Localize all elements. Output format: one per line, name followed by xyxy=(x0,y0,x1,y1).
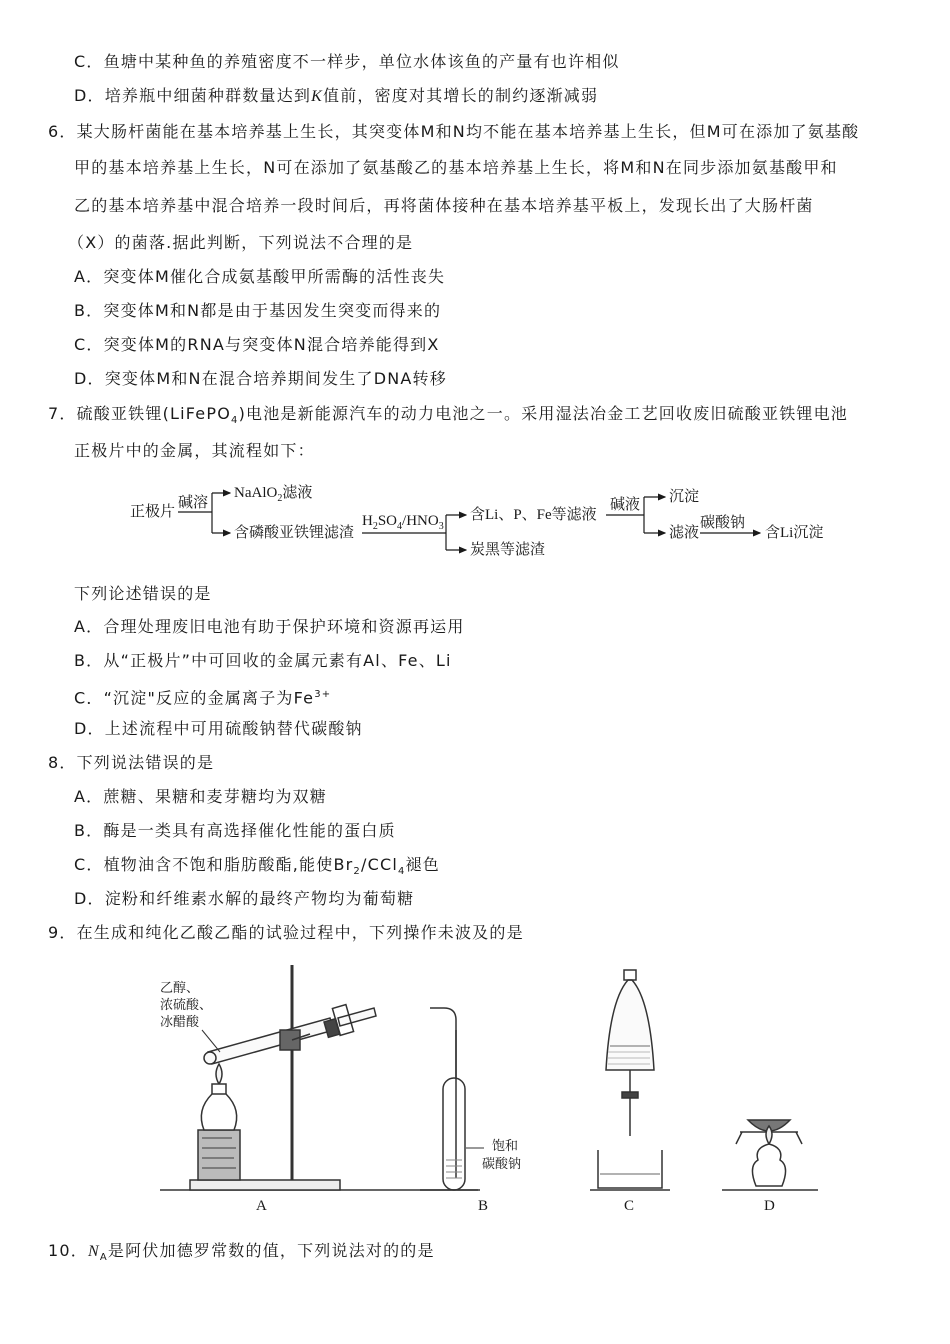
flow-naalo2-filtrate: NaAlO$_2$滤液 xyxy=(234,485,313,504)
apparatus-label-c: C xyxy=(624,1198,635,1214)
q8-stem: 8．下列说法错误的是 xyxy=(48,753,215,772)
q8-option-b: B．酶是一类具有高选择催化性能的蛋白质 xyxy=(74,821,396,840)
q7-option-a: A．合理处理废旧电池有助于保护环境和资源再运用 xyxy=(74,617,465,636)
saturated-label: 饱和 xyxy=(492,1139,519,1154)
flow-step-sodium-carbonate: 碳酸钠 xyxy=(700,515,746,531)
apparatus-label-d: D xyxy=(764,1198,775,1214)
q6-stem-line-2: 甲的基本培养基上生长，N可在添加了氨基酸乙的基本培养基上生长，将M和N在同步添加氨基酸甲和 xyxy=(74,158,838,177)
q6-option-d: D．突变体M和N在混合培养期间发生了DNA转移 xyxy=(74,369,447,388)
process-flow-chart xyxy=(120,478,840,578)
q6-stem-line-1: 6．某大肠杆菌能在基本培养基上生长，其突变体M和N均不能在基本培养基上生长，但M可在添加了氨基酸 xyxy=(48,122,860,141)
apparatus-label-a: A xyxy=(256,1198,267,1214)
q7-stem-line-1: 7．硫酸亚铁锂(LiFePO$_4$)电池是新能源汽车的动力电池之一。采用湿法冶金工艺回收废旧硫酸亚铁锂电池 xyxy=(48,404,849,427)
q9-stem: 9．在生成和纯化乙酸乙酯的试验过程中，下列操作未波及的是 xyxy=(48,923,524,942)
q7-ask: 下列论述错误的是 xyxy=(74,584,212,603)
flow-start-cathode: 正极片 xyxy=(130,504,176,520)
q5-option-c: C．鱼塘中某种鱼的养殖密度不一样步，单位水体该鱼的产量有也许相似 xyxy=(74,52,620,71)
flow-li-p-fe-filtrate: 含Li、P、Fe等滤液 xyxy=(470,507,597,523)
flow-step-lye: 碱液 xyxy=(610,497,641,513)
q7-option-c: C．“沉淀"反应的金属离子为$Fe^{3+}$ xyxy=(74,688,332,708)
reagent-ethanol-label: 乙醇、 xyxy=(160,981,200,996)
flow-acid-reagent: $H_2SO_4/HNO_3$ xyxy=(362,513,444,532)
q7-option-b: B．从“正极片”中可回收的金属元素有Al、Fe、Li xyxy=(74,651,452,670)
q8-option-d: D．淀粉和纤维素水解的最终产物均为葡萄糖 xyxy=(74,889,415,908)
q10-stem: 10．$N_A$是阿伏加德罗常数的值，下列说法对的的是 xyxy=(48,1241,435,1264)
q8-option-a: A．蔗糖、果糖和麦芽糖均为双糖 xyxy=(74,787,327,806)
q7-stem-line-2: 正极片中的金属，其流程如下： xyxy=(74,441,315,460)
q6-option-c: C．突变体M的RNA与突变体N混合培养能得到X xyxy=(74,335,440,354)
q8-option-c: C．植物油含不饱和脂肪酸酯,能使$Br_2/CCl_4$褪色 xyxy=(74,855,440,878)
q6-stem-line-3: 乙的基本培养基中混合培养一段时间后，再将菌体接种在基本培养基平板上，发现长出了大肠杆菌 xyxy=(74,196,814,215)
flow-step-alkali: 碱溶 xyxy=(178,495,209,511)
reagent-acetic-acid-label: 冰醋酸 xyxy=(160,1015,200,1030)
apparatus-figure xyxy=(150,960,830,1220)
q6-stem-line-4: （X）的菌落.据此判断，下列说法不合理的是 xyxy=(68,233,414,252)
flow-filtrate-2: 滤液 xyxy=(669,525,700,541)
flow-li-precipitate: 含Li沉淀 xyxy=(765,525,824,541)
flow-residue: 含磷酸亚铁锂滤渣 xyxy=(234,525,355,541)
q7-option-d: D．上述流程中可用硫酸钠替代碳酸钠 xyxy=(74,719,363,738)
flow-precipitate: 沉淀 xyxy=(669,489,700,505)
flow-carbon-residue: 炭黑等滤渣 xyxy=(470,542,546,558)
apparatus-drawing xyxy=(150,960,830,1220)
q6-option-a: A．突变体M催化合成氨基酸甲所需酶的活性丧失 xyxy=(74,267,446,286)
sodium-carbonate-label: 碳酸钠 xyxy=(482,1157,522,1172)
q5-option-d: D．培养瓶中细菌种群数量达到K值前，密度对其增长的制约逐渐减弱 xyxy=(74,86,599,105)
apparatus-label-b: B xyxy=(478,1198,489,1214)
reagent-sulfuric-acid-label: 浓硫酸、 xyxy=(160,998,213,1013)
q6-option-b: B．突变体M和N都是由于基因发生突变而得来的 xyxy=(74,301,442,320)
